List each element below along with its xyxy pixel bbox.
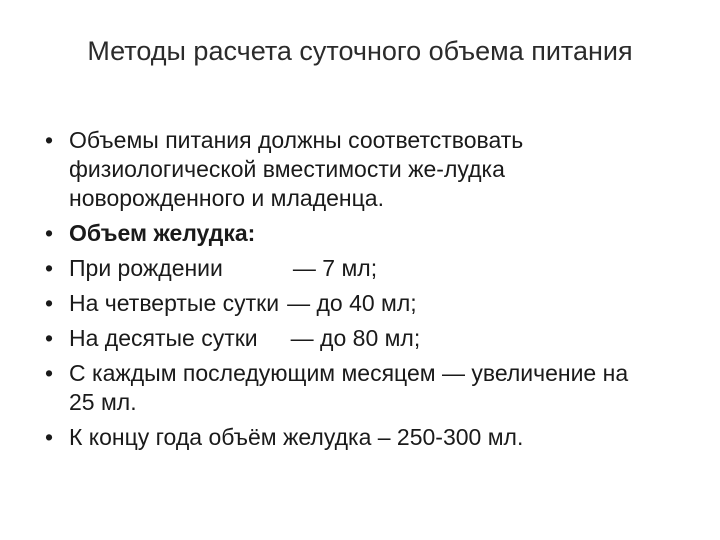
bullet-item-at-birth	[45, 254, 655, 283]
slide-title: Методы расчета суточного объема питания	[87, 36, 633, 66]
bullet-value: — до 40 мл;	[287, 290, 417, 316]
bullet-text: Объемы питания должны соответствовать физиологической вместимости же-лудка новорожденного и младенца.	[69, 127, 524, 211]
bullet-value: — 7 мл;	[292, 255, 378, 281]
bullet-icon: •	[45, 127, 54, 153]
bullet-item-feeding-volume	[45, 126, 655, 213]
bullet-item-monthly-increase	[45, 359, 655, 417]
bullet-label: При рождении	[69, 255, 223, 281]
bullet-icon: •	[45, 360, 54, 386]
bullet-icon: •	[45, 290, 54, 316]
bullet-icon: •	[45, 424, 54, 450]
bullet-item-fourth-day	[45, 289, 655, 318]
bullet-icon: •	[45, 255, 54, 281]
bullet-text: Объем желудка:	[69, 220, 256, 246]
bullet-text: К концу года объём желудка – 250-300 мл.	[69, 424, 524, 450]
bullet-text: С каждым последующим месяцем — увеличение на 25 мл.	[69, 360, 629, 415]
bullet-value: — до 80 мл;	[290, 325, 421, 351]
bullet-item-end-of-year	[45, 423, 655, 452]
bullet-list	[45, 126, 655, 458]
bullet-icon: •	[45, 220, 54, 246]
bullet-icon: •	[45, 325, 54, 351]
bullet-item-stomach-volume-heading	[45, 219, 655, 248]
bullet-item-tenth-day	[45, 324, 655, 353]
bullet-label: На четвертые сутки	[69, 290, 280, 316]
bullet-label: На десятые сутки	[69, 325, 258, 351]
